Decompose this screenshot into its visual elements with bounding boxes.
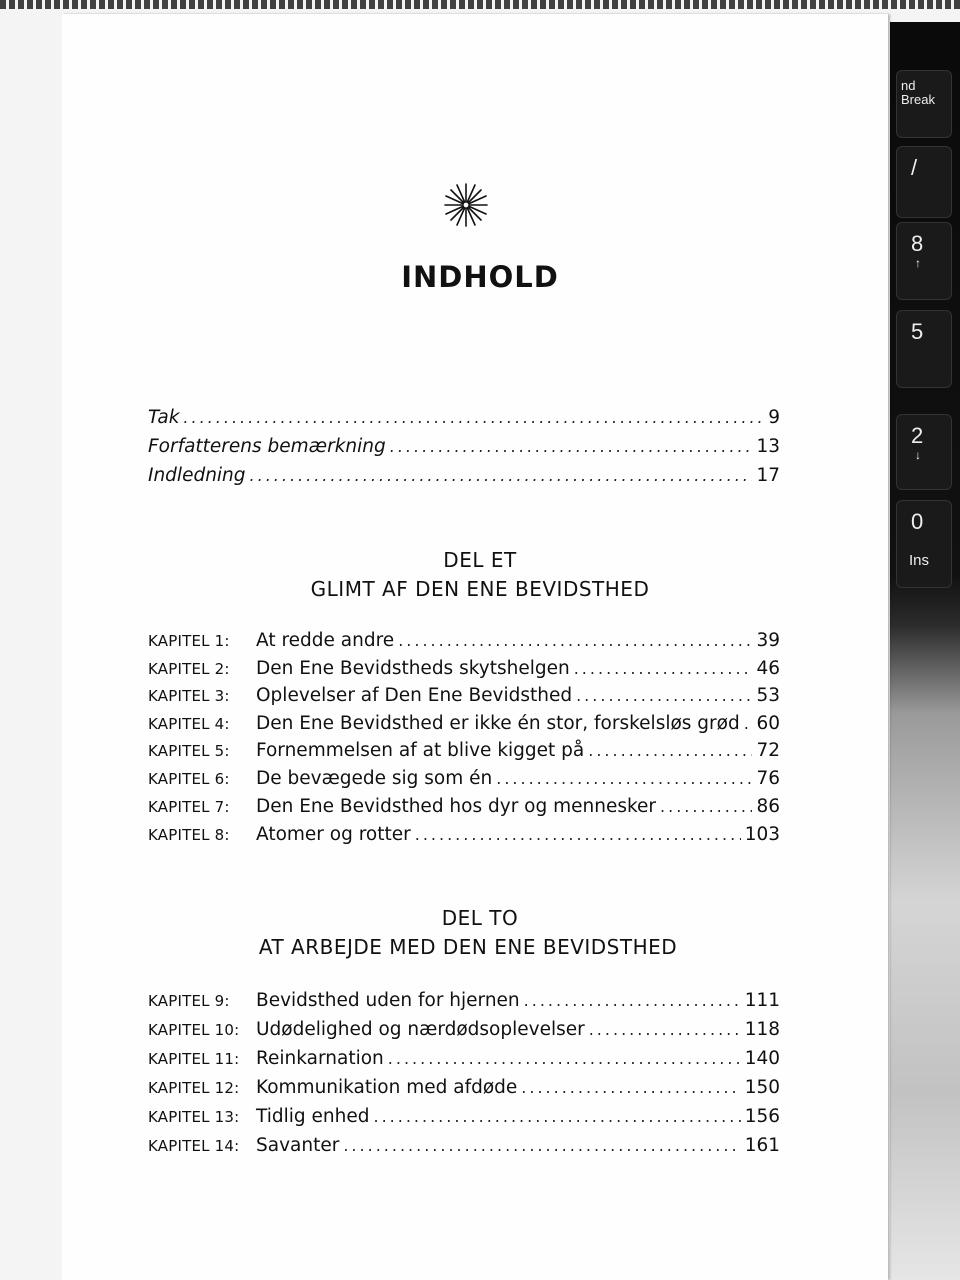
chapter-number: KAPITEL 2: (148, 660, 230, 678)
entry-page: 17 (756, 465, 780, 486)
dot-leader (496, 769, 752, 788)
chapter-number: KAPITEL 3: (148, 687, 230, 705)
chapter-number: KAPITEL 10: (148, 1021, 240, 1039)
dot-leader (398, 631, 752, 650)
key-label: Ins (909, 552, 930, 569)
toc-entry (148, 465, 780, 486)
chapter-title: Fornemmelsen af at blive kigget på (256, 740, 585, 761)
chapter-page: 111 (744, 990, 780, 1011)
part-heading: AT ARBEJDE MED DEN ENE BEVIDSTHED (258, 935, 678, 959)
toc-chapter-entry (148, 1048, 780, 1069)
toc-chapter-entry (148, 796, 780, 817)
chapter-title: Atomer og rotter (256, 824, 411, 845)
chapter-number: KAPITEL 9: (148, 992, 230, 1010)
dot-leader (576, 686, 752, 705)
chapter-title: At redde andre (256, 630, 395, 651)
keyboard-key-0 (896, 500, 952, 588)
toc-chapter-entry (148, 740, 780, 761)
entry-title: Forfatterens bemærkning (148, 436, 386, 457)
chapter-title: Reinkarnation (256, 1048, 384, 1069)
chapter-page: 86 (756, 796, 780, 817)
part-label: DEL ET (443, 548, 517, 572)
chapter-title: Den Ene Bevidsthed hos dyr og mennesker (256, 796, 657, 817)
chapter-number: KAPITEL 14: (148, 1137, 240, 1155)
entry-page: 13 (756, 436, 780, 457)
chapter-page: 76 (756, 768, 780, 789)
key-label: ↑ (915, 256, 921, 270)
chapter-page: 46 (756, 658, 780, 679)
toc-chapter-entry (148, 1135, 780, 1156)
keyboard-key-2 (896, 414, 952, 490)
chapter-title: Oplevelser af Den Ene Bevidsthed (256, 685, 573, 706)
dot-leader (660, 797, 752, 816)
chapter-page: 118 (744, 1019, 780, 1040)
dot-leader (574, 659, 753, 678)
chapter-page: 156 (744, 1106, 780, 1127)
chapter-title: Den Ene Bevidsthed er ikke én stor, forskelsløs grød (256, 713, 740, 734)
dot-leader (390, 437, 753, 456)
dot-leader (589, 1020, 741, 1039)
chapter-page: 140 (744, 1048, 780, 1069)
toc-chapter-entry (148, 1106, 780, 1127)
keyboard-key-slash (896, 146, 952, 218)
dot-leader (388, 1049, 741, 1068)
chapter-number: KAPITEL 11: (148, 1050, 240, 1068)
chapter-title: De bevægede sig som én (256, 768, 493, 789)
dot-leader (415, 825, 741, 844)
starburst-ornament-icon (443, 182, 489, 228)
part-heading: GLIMT AF DEN ENE BEVIDSTHED (310, 577, 650, 601)
key-label: 2 (911, 423, 924, 448)
part-label: DEL TO (441, 906, 519, 930)
chapter-number: KAPITEL 6: (148, 770, 230, 788)
entry-title: Indledning (148, 465, 246, 486)
chapter-title: Bevidsthed uden for hjernen (256, 990, 520, 1011)
chapter-title: Kommunikation med afdøde (256, 1077, 518, 1098)
page-title: INDHOLD (401, 260, 559, 294)
chapter-page: 60 (756, 713, 780, 734)
chapter-page: 161 (744, 1135, 780, 1156)
dot-leader (250, 466, 753, 485)
chapter-number: KAPITEL 8: (148, 826, 230, 844)
chapter-page: 103 (744, 824, 780, 845)
toc-chapter-entry (148, 1077, 780, 1098)
dot-leader (588, 741, 752, 760)
chapter-title: Udødelighed og nærdødsoplevelser (256, 1019, 585, 1040)
key-label: 0 (911, 509, 924, 534)
chapter-page: 53 (756, 685, 780, 706)
dot-leader (744, 714, 753, 733)
toc-chapter-entry (148, 630, 780, 651)
dot-leader (521, 1078, 740, 1097)
toc-chapter-entry (148, 685, 780, 706)
toc-chapter-entry (148, 658, 780, 679)
key-label: 8 (911, 231, 924, 256)
entry-title: Tak (148, 407, 180, 428)
toc-chapter-entry (148, 1019, 780, 1040)
keyboard-background (890, 22, 960, 1280)
chapter-number: KAPITEL 5: (148, 742, 230, 760)
toc-entry (148, 407, 780, 428)
dot-leader (373, 1107, 740, 1126)
chapter-number: KAPITEL 12: (148, 1079, 240, 1097)
toc-entry (148, 436, 780, 457)
key-label: nd (901, 78, 916, 93)
chapter-title: Savanter (256, 1135, 340, 1156)
dot-leader (183, 408, 764, 427)
toc-chapter-entry (148, 768, 780, 789)
chapter-title: Den Ene Bevidstheds skytshelgen (256, 658, 570, 679)
chapter-number: KAPITEL 1: (148, 632, 230, 650)
chapter-number: KAPITEL 13: (148, 1108, 240, 1126)
chapter-number: KAPITEL 7: (148, 798, 230, 816)
key-label: ↓ (915, 448, 921, 462)
dot-leader (343, 1136, 740, 1155)
chapter-page: 72 (756, 740, 780, 761)
toc-chapter-entry (148, 990, 780, 1011)
key-label: / (911, 155, 918, 180)
dot-leader (524, 991, 741, 1010)
keyboard-key-break (896, 70, 952, 138)
chapter-page: 39 (756, 630, 780, 651)
chapter-title: Tidlig enhed (256, 1106, 370, 1127)
toc-chapter-entry (148, 824, 780, 845)
chapter-number: KAPITEL 4: (148, 715, 230, 733)
key-label: Break (901, 92, 935, 107)
chapter-page: 150 (744, 1077, 780, 1098)
toc-chapter-entry (148, 713, 780, 734)
key-label: 5 (911, 319, 924, 344)
keyboard-key-5 (896, 310, 952, 388)
entry-page: 9 (768, 407, 780, 428)
